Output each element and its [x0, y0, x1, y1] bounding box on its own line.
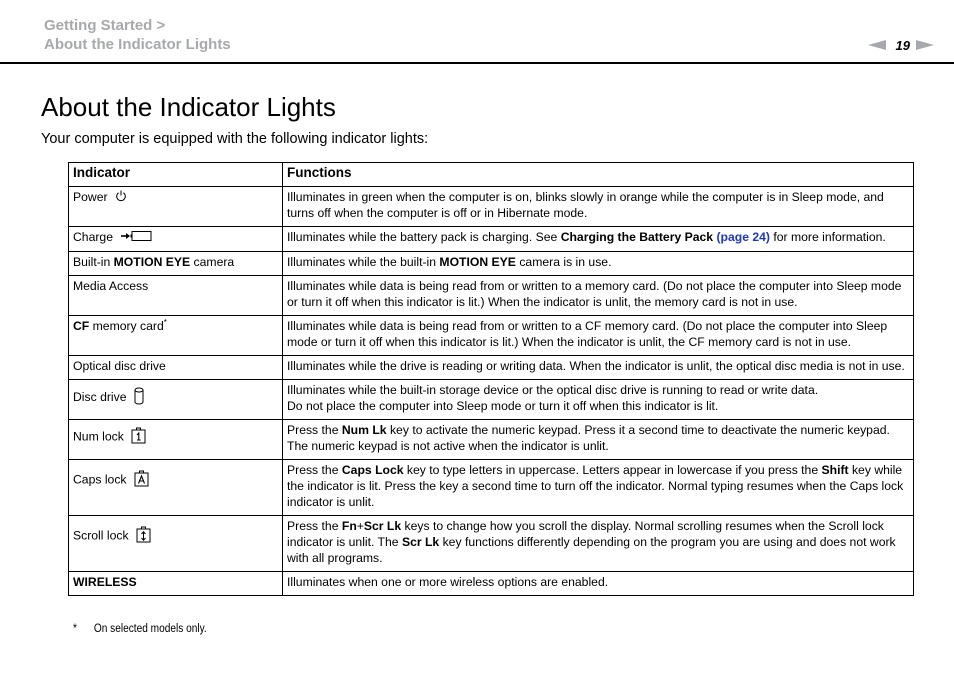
table-row — [69, 515, 914, 571]
disc-drive-icon — [134, 387, 144, 409]
previous-page-arrow-icon[interactable] — [868, 40, 886, 50]
table-row — [69, 459, 914, 515]
indicator-cell — [69, 515, 283, 571]
indicator-cell — [69, 355, 283, 379]
table-row — [69, 379, 914, 419]
indicator-label: WIRELESS — [73, 574, 137, 589]
table-row — [69, 227, 914, 252]
page-navigation — [868, 36, 934, 54]
num-lock-icon — [131, 427, 146, 448]
indicator-cell — [69, 379, 283, 419]
functions-cell: Illuminates while the built-in MOTION EYE camera is in use. — [283, 251, 914, 275]
table-row — [69, 419, 914, 459]
functions-cell: Illuminates while the battery pack is charging. See Charging the Battery Pack (page 24) for more information. — [283, 227, 914, 252]
caps-lock-icon — [134, 470, 149, 491]
page-title: About the Indicator Lights — [41, 92, 336, 122]
functions-cell: Illuminates when one or more wireless options are enabled. — [283, 571, 914, 595]
indicator-cell: Built-in MOTION EYE camera — [69, 251, 283, 275]
indicator-cell — [69, 187, 283, 227]
indicator-table — [68, 162, 914, 596]
table-row — [69, 275, 914, 315]
table-row — [69, 251, 914, 275]
breadcrumb-current: About the Indicator Lights — [44, 36, 231, 53]
next-page-arrow-icon[interactable] — [916, 40, 934, 50]
functions-cell: Illuminates while data is being read from or written to a CF memory card. (Do not place the computer into Sleep mode or turn it off when this indicator is lit.) When the indicator is unlit, the CF memory card is not in use. — [283, 315, 914, 355]
indicator-cell — [69, 227, 283, 252]
indicator-label: Num lock — [73, 430, 124, 444]
power-icon — [115, 190, 127, 206]
breadcrumb — [44, 16, 231, 54]
table-header-row — [69, 163, 914, 187]
indicator-label: Caps lock — [73, 472, 127, 487]
battery-charge-icon — [120, 230, 154, 246]
indicator-label: Optical disc drive — [73, 358, 166, 373]
page-number: 19 — [895, 37, 910, 53]
indicator-label: Disc drive — [73, 390, 127, 404]
indicator-cell — [69, 459, 283, 515]
indicator-label: Charge — [73, 230, 113, 244]
functions-cell: Press the Fn+Scr Lk keys to change how you scroll the display. Normal scrolling resumes when the Scroll lock indicator is unlit. The Scr Lk key functions differently depending on the program you are using and does not work with all programs. — [283, 515, 914, 571]
table-row — [69, 315, 914, 355]
functions-cell: Illuminates while the drive is reading or writing data. When the indicator is unlit, the optical disc media is not in use. — [283, 355, 914, 379]
table-row — [69, 187, 914, 227]
footnote — [73, 622, 207, 636]
functions-cell: Illuminates while the built-in storage device or the optical disc drive is running to read or write data. Do not place the computer into Sleep mode or turn it off when this indicator is lit. — [283, 379, 914, 419]
indicator-cell — [69, 419, 283, 459]
indicator-cell: CF memory card* — [69, 315, 283, 355]
header-divider — [0, 62, 954, 64]
footnote-text: On selected models only. — [93, 623, 207, 635]
footnote-marker: * — [163, 317, 167, 327]
indicator-cell — [69, 571, 283, 595]
footnote-mark: * — [73, 623, 77, 635]
page-24-link[interactable]: (page 24) — [716, 230, 770, 244]
intro-text: Your computer is equipped with the following indicator lights: — [41, 131, 429, 147]
scroll-lock-icon — [136, 526, 151, 547]
indicator-cell — [69, 275, 283, 315]
functions-cell: Press the Num Lk key to activate the numeric keypad. Press it a second time to deactivate the numeric keypad. The numeric keypad is not active when the indicator is unlit. — [283, 419, 914, 459]
column-header-indicator: Indicator — [69, 163, 283, 187]
column-header-functions: Functions — [283, 163, 914, 187]
functions-cell: Illuminates while data is being read from or written to a memory card. (Do not place the computer into Sleep mode or turn it off when this indicator is lit.) When the indicator is unlit, the memory card is not in use. — [283, 275, 914, 315]
functions-cell: Press the Caps Lock key to type letters in uppercase. Letters appear in lowercase if you press the Shift key while the indicator is lit. Press the key a second time to turn off the indicator. Normal typing resumes when the Caps lock indicator is unlit. — [283, 459, 914, 515]
indicator-label: Scroll lock — [73, 528, 129, 543]
table-row — [69, 355, 914, 379]
breadcrumb-parent[interactable]: Getting Started > — [44, 17, 166, 34]
indicator-label: Power — [73, 190, 108, 204]
table-row — [69, 571, 914, 595]
functions-cell: Illuminates in green when the computer is on, blinks slowly in orange while the computer is in Sleep mode, and turns off when the computer is off or in Hibernate mode. — [283, 187, 914, 227]
indicator-label: Media Access — [73, 278, 149, 293]
